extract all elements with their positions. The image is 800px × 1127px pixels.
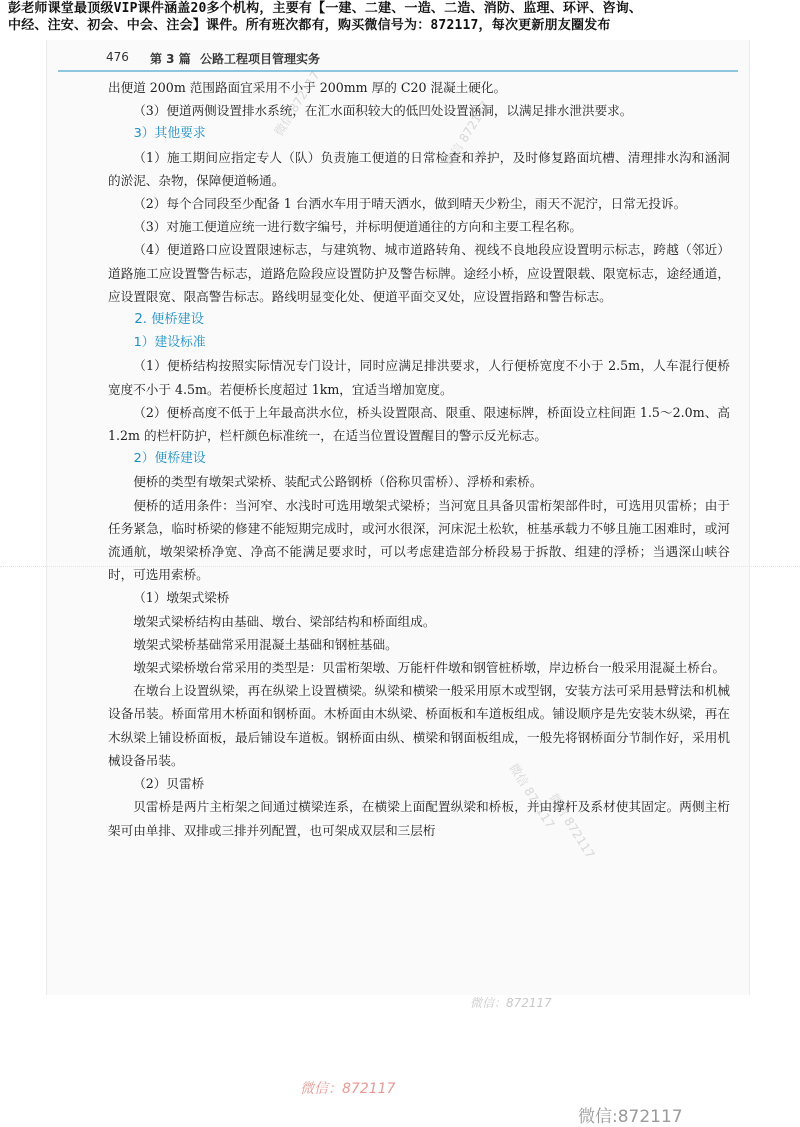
- page-number: 476: [106, 50, 129, 64]
- part-title: 公路工程项目管理实务: [200, 52, 321, 66]
- body-paragraph: （2）每个合同段至少配备 1 台洒水车用于晴天洒水，做到晴天少粉尘，雨天不泥泞，日常无投诉。: [133, 196, 687, 212]
- body-paragraph: 便桥的类型有墩架式梁桥、装配式公路钢桥（俗称贝雷桥）、浮桥和索桥。: [133, 474, 543, 490]
- section-heading: 2. 便桥建设: [134, 312, 204, 328]
- body-paragraph: （4）便道路口应设置限速标志，与建筑物、城市道路转角、视线不良地段应设置明示标志，跨越（邻近）道路施工应设置警告标志，道路危险段应设置防护及警告标牌。途经小桥，应设置限载、限宽标志，途经通道，应设置限宽、限高警告标志。路线明显变化处、便道平面交叉处，应设置指路和警告标志。: [108, 242, 730, 304]
- watermark-scan: 微信 872117: [271, 68, 323, 139]
- watermark-red: 微信：872117: [300, 1081, 396, 1097]
- watermark-scan: 微信 872117: [506, 761, 558, 831]
- body-paragraph: 墩架式梁桥基础常采用混凝土基础和钢桩基础。: [133, 636, 398, 652]
- body-paragraph: 贝雷桥是两片主桁架之间通过横梁连系，在横梁上面配置纵梁和桥板，并由撑杆及系材使其固定。两侧主桁架可由单排、双排或三排并列配置，也可架成双层和三层桁: [108, 799, 730, 838]
- running-head: [58, 44, 738, 72]
- body-paragraph: （1）墩架式梁桥: [133, 590, 230, 606]
- body-paragraph: 墩架式梁桥墩台常采用的类型是：贝雷桁架墩、万能杆件墩和钢管桩桥墩，岸边桥台一般采用混凝土桥台。: [133, 660, 726, 676]
- watermark-corner: 微信:872117: [578, 1107, 683, 1127]
- body-paragraph: （1）施工期间应指定专人（队）负责施工便道的日常检查和养护，及时修复路面坑槽、清理排水沟和涵洞的淤泥、杂物，保障便道畅通。: [108, 149, 730, 188]
- promo-banner: [8, 0, 792, 34]
- promo-line-2: 中经、注安、初会、中会、注会】课件。所有班次都有，购买微信号为：872117，每次更新朋友圈发布: [8, 18, 611, 33]
- subsection-heading: 1）建设标准: [133, 335, 206, 351]
- body-paragraph: 出便道 200m 范围路面宜采用不小于 200mm 厚的 C20 混凝土硬化。: [108, 80, 507, 95]
- body-paragraph: （2）便桥高度不低于上年最高洪水位，桥头设置限高、限重、限速标牌，桥面设立柱间距 1.5～2.0m、高 1.2m 的栏杆防护，栏杆颜色标准统一，在适当位置设置醒目的警示反光标志。: [108, 404, 730, 444]
- watermark-footer: 微信：872117: [470, 996, 552, 1010]
- part-label: 第 3 篇: [150, 52, 191, 66]
- page-body: [108, 76, 730, 842]
- body-paragraph: 在墩台上设置纵梁，再在纵梁上设置横梁。纵梁和横梁一般采用原木或型钢，安装方法可采用悬臂法和机械设备吊装。桥面常用木桥面和钢桥面。木桥面由木纵梁、桥面板和车道板组成。铺设顺序是先安装木纵梁，再在木纵梁上铺设桥面板，最后铺设车道板。钢桥面由纵、横梁和钢面板组成，一般先将钢桥面分节制作好，采用机械设备吊装。: [108, 683, 730, 768]
- subsection-heading: 3）其他要求: [133, 126, 206, 142]
- body-paragraph: 墩架式梁桥结构由基础、墩台、梁部结构和桥面组成。: [133, 613, 436, 629]
- watermark-scan: 微信 872117: [441, 98, 493, 169]
- promo-line-1: 彭老师课堂最顶级VIP课件涵盖20多个机构，主要有【一建、二建、一造、二造、消防、监理、环评、咨询、: [8, 1, 643, 16]
- subsection-heading: 2）便桥建设: [133, 451, 206, 467]
- body-paragraph: （2）贝雷桥: [133, 776, 205, 792]
- body-paragraph: （3）对施工便道应统一进行数字编号，并标明便道通往的方向和主要工程名称。: [133, 219, 582, 235]
- watermark-scan: 微信 872117: [546, 791, 598, 861]
- body-paragraph: 便桥的适用条件：当河窄、水浅时可选用墩架式梁桥；当河宽且具备贝雷桁架部件时，可选用贝雷桥；由于任务紧急，临时桥梁的修建不能短期完成时，或河水很深，河床泥土松软，桩基承载力不够且施工困难时，或河流通航，墩架梁桥净宽、净高不能满足要求时，可以考虑建造部分桥段易于拆散、组建的浮桥；当遇深山峡谷时，可选用索桥。: [108, 497, 730, 583]
- body-paragraph: （1）便桥结构按照实际情况专门设计，同时应满足排洪要求，人行便桥宽度不小于 2.5m，人车混行便桥宽度不小于 4.5m。若便桥长度超过 1km，宜适当增加宽度。: [108, 358, 730, 397]
- body-paragraph: （3）便道两侧设置排水系统，在汇水面积较大的低凹处设置涵洞，以满足排水泄洪要求。: [133, 103, 633, 119]
